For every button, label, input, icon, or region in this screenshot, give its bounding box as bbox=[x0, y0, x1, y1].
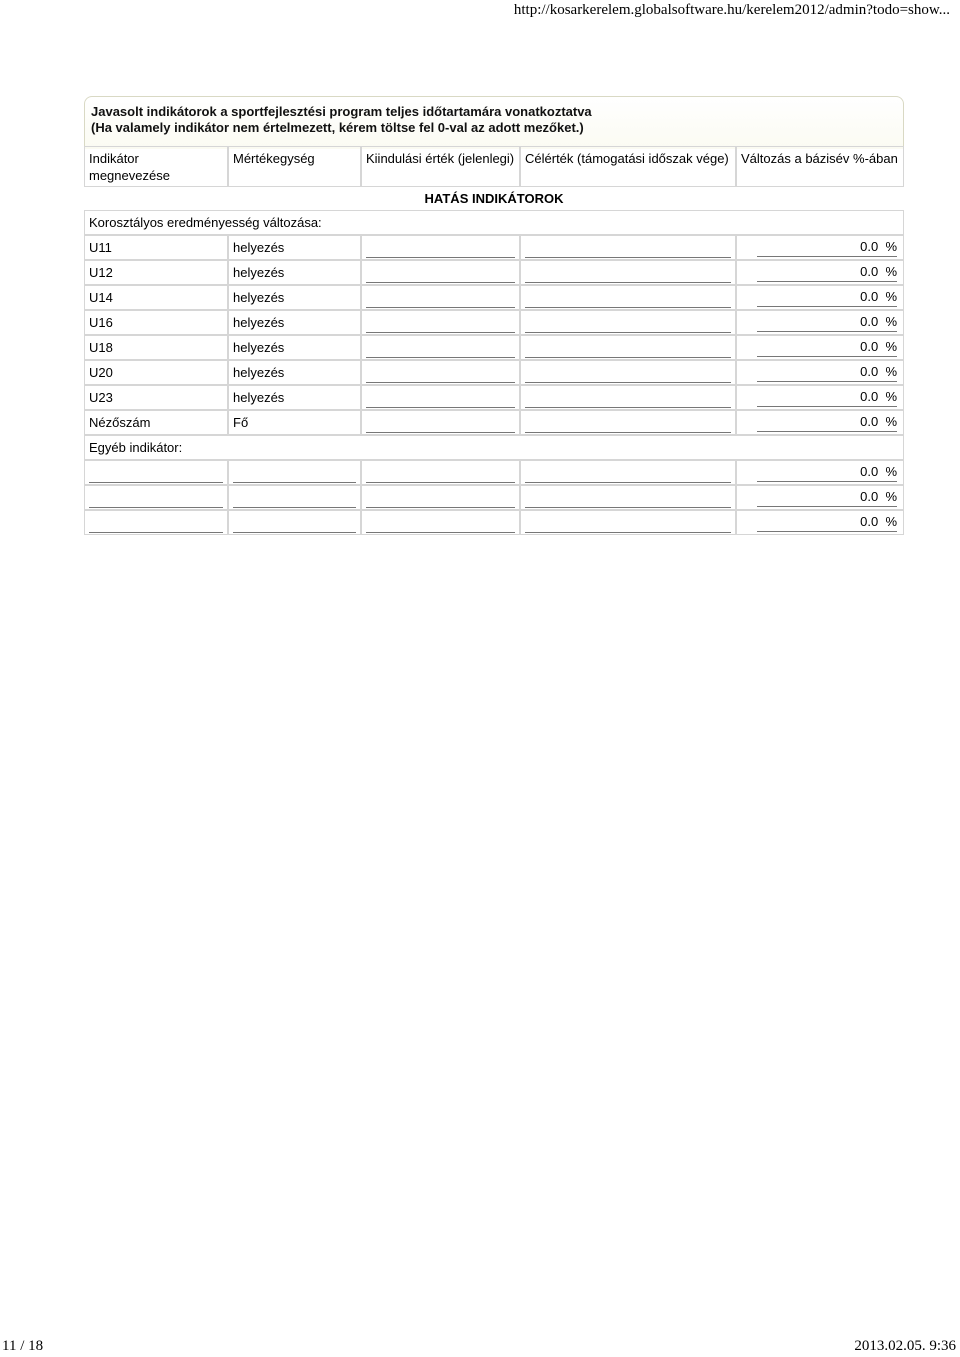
percent-number: 0.0 bbox=[860, 314, 879, 329]
percent-number: 0.0 bbox=[860, 389, 879, 404]
header-baseline-value: Kiindulási érték (jelenlegi) bbox=[361, 146, 520, 187]
target-input[interactable] bbox=[525, 290, 731, 308]
target-input[interactable] bbox=[525, 340, 731, 358]
panel-title-line2: (Ha valamely indikátor nem értelmezett, kérem töltse fel 0-val az adott mezőket.) bbox=[91, 120, 584, 135]
indicator-unit: helyezés bbox=[228, 260, 361, 285]
target-input-cell bbox=[520, 360, 736, 385]
table-row bbox=[84, 285, 904, 310]
indicator-unit: helyezés bbox=[228, 235, 361, 260]
print-footer-datetime: 2013.02.05. 9:36 bbox=[854, 1338, 956, 1354]
baseline-input-cell bbox=[361, 485, 520, 510]
change-percent-value bbox=[757, 288, 897, 307]
baseline-input[interactable] bbox=[366, 415, 515, 433]
section-age-row bbox=[84, 210, 904, 235]
indicator-name: U16 bbox=[84, 310, 228, 335]
other-unit-input-cell bbox=[228, 510, 361, 535]
baseline-input-cell bbox=[361, 260, 520, 285]
change-percent-cell bbox=[736, 360, 904, 385]
indicator-name: U14 bbox=[84, 285, 228, 310]
change-percent-value bbox=[757, 388, 897, 407]
target-input-cell bbox=[520, 260, 736, 285]
indicator-name: U11 bbox=[84, 235, 228, 260]
header-change-percent: Változás a bázisév %-ában bbox=[736, 146, 904, 187]
baseline-input-cell bbox=[361, 285, 520, 310]
change-percent-cell bbox=[736, 235, 904, 260]
percent-number: 0.0 bbox=[860, 339, 879, 354]
change-percent-value bbox=[757, 363, 897, 382]
indicator-table bbox=[84, 146, 904, 535]
change-percent-cell bbox=[736, 260, 904, 285]
change-percent-value bbox=[757, 238, 897, 257]
baseline-input[interactable] bbox=[366, 315, 515, 333]
table-row bbox=[84, 235, 904, 260]
baseline-input-cell bbox=[361, 310, 520, 335]
other-name-input-cell bbox=[84, 460, 228, 485]
table-row bbox=[84, 310, 904, 335]
other-unit-input[interactable] bbox=[233, 490, 356, 508]
other-name-input-cell bbox=[84, 510, 228, 535]
change-percent-value bbox=[757, 263, 897, 282]
percent-sign: % bbox=[885, 239, 897, 254]
baseline-input-cell bbox=[361, 410, 520, 435]
baseline-input[interactable] bbox=[366, 390, 515, 408]
target-input[interactable] bbox=[525, 265, 731, 283]
table-header-row bbox=[84, 146, 904, 187]
baseline-input[interactable] bbox=[366, 465, 515, 483]
table-row bbox=[84, 260, 904, 285]
other-name-input[interactable] bbox=[89, 490, 223, 508]
percent-sign: % bbox=[885, 289, 897, 304]
indicator-name: U20 bbox=[84, 360, 228, 385]
change-percent-value bbox=[757, 488, 897, 507]
change-percent-value bbox=[757, 413, 897, 432]
change-percent-cell bbox=[736, 410, 904, 435]
target-input[interactable] bbox=[525, 390, 731, 408]
panel-title bbox=[91, 104, 871, 136]
percent-number: 0.0 bbox=[860, 464, 879, 479]
baseline-input-cell bbox=[361, 235, 520, 260]
target-input-cell bbox=[520, 310, 736, 335]
indicator-unit: helyezés bbox=[228, 335, 361, 360]
percent-sign: % bbox=[885, 314, 897, 329]
indicator-name: U18 bbox=[84, 335, 228, 360]
indicator-name: U23 bbox=[84, 385, 228, 410]
change-percent-cell bbox=[736, 335, 904, 360]
baseline-input-cell bbox=[361, 460, 520, 485]
change-percent-cell bbox=[736, 310, 904, 335]
target-input-cell bbox=[520, 410, 736, 435]
baseline-input-cell bbox=[361, 360, 520, 385]
change-percent-cell bbox=[736, 385, 904, 410]
percent-number: 0.0 bbox=[860, 514, 879, 529]
baseline-input[interactable] bbox=[366, 340, 515, 358]
target-input-cell bbox=[520, 510, 736, 535]
other-unit-input-cell bbox=[228, 460, 361, 485]
panel-title-line1: Javasolt indikátorok a sportfejlesztési program teljes időtartamára vonatkoztatva bbox=[91, 104, 592, 119]
change-percent-value bbox=[757, 338, 897, 357]
other-name-input[interactable] bbox=[89, 515, 223, 533]
indicator-name: Nézőszám bbox=[84, 410, 228, 435]
baseline-input[interactable] bbox=[366, 290, 515, 308]
percent-sign: % bbox=[885, 339, 897, 354]
change-percent-value bbox=[757, 463, 897, 482]
percent-sign: % bbox=[885, 489, 897, 504]
target-input-cell bbox=[520, 285, 736, 310]
section-age-title: Korosztályos eredményesség változása: bbox=[84, 210, 904, 235]
table-row bbox=[84, 510, 904, 535]
other-unit-input[interactable] bbox=[233, 515, 356, 533]
other-name-input-cell bbox=[84, 485, 228, 510]
change-percent-cell bbox=[736, 285, 904, 310]
baseline-input-cell bbox=[361, 385, 520, 410]
percent-number: 0.0 bbox=[860, 289, 879, 304]
print-header-url: http://kosarkerelem.globalsoftware.hu/kerelem2012/admin?todo=show... bbox=[513, 2, 950, 18]
table-row bbox=[84, 385, 904, 410]
indicator-unit: helyezés bbox=[228, 285, 361, 310]
target-input[interactable] bbox=[525, 515, 731, 533]
baseline-input-cell bbox=[361, 510, 520, 535]
baseline-input[interactable] bbox=[366, 490, 515, 508]
percent-number: 0.0 bbox=[860, 239, 879, 254]
baseline-input-cell bbox=[361, 335, 520, 360]
target-input-cell bbox=[520, 460, 736, 485]
target-input-cell bbox=[520, 235, 736, 260]
other-unit-input[interactable] bbox=[233, 465, 356, 483]
header-indicator-name: Indikátor megnevezése bbox=[84, 146, 228, 187]
change-percent-cell bbox=[736, 485, 904, 510]
change-percent-value bbox=[757, 513, 897, 532]
target-input[interactable] bbox=[525, 465, 731, 483]
table-row bbox=[84, 360, 904, 385]
target-input[interactable] bbox=[525, 365, 731, 383]
target-input[interactable] bbox=[525, 490, 731, 508]
table-row bbox=[84, 485, 904, 510]
change-percent-value bbox=[757, 313, 897, 332]
target-input-cell bbox=[520, 385, 736, 410]
table-row bbox=[84, 335, 904, 360]
target-input-cell bbox=[520, 485, 736, 510]
percent-sign: % bbox=[885, 364, 897, 379]
section-other-row bbox=[84, 435, 904, 460]
baseline-input[interactable] bbox=[366, 515, 515, 533]
table-row bbox=[84, 460, 904, 485]
percent-number: 0.0 bbox=[860, 264, 879, 279]
other-unit-input-cell bbox=[228, 485, 361, 510]
target-input[interactable] bbox=[525, 240, 731, 258]
indicator-unit: Fő bbox=[228, 410, 361, 435]
header-target-value: Célérték (támogatási időszak vége) bbox=[520, 146, 736, 187]
print-footer-page: 11 / 18 bbox=[2, 1338, 44, 1354]
percent-sign: % bbox=[885, 389, 897, 404]
section-other-title: Egyéb indikátor: bbox=[84, 435, 904, 460]
percent-number: 0.0 bbox=[860, 364, 879, 379]
table-row bbox=[84, 410, 904, 435]
baseline-input[interactable] bbox=[366, 240, 515, 258]
percent-number: 0.0 bbox=[860, 414, 879, 429]
indicator-unit: helyezés bbox=[228, 385, 361, 410]
target-input[interactable] bbox=[525, 415, 731, 433]
indicator-name: U12 bbox=[84, 260, 228, 285]
percent-sign: % bbox=[885, 264, 897, 279]
section-impact-title: HATÁS INDIKÁTOROK bbox=[424, 191, 564, 206]
change-percent-cell bbox=[736, 460, 904, 485]
other-name-input[interactable] bbox=[89, 465, 223, 483]
target-input[interactable] bbox=[525, 315, 731, 333]
baseline-input[interactable] bbox=[366, 265, 515, 283]
percent-sign: % bbox=[885, 464, 897, 479]
header-unit: Mértékegység bbox=[228, 146, 361, 187]
indicator-unit: helyezés bbox=[228, 360, 361, 385]
change-percent-cell bbox=[736, 510, 904, 535]
percent-number: 0.0 bbox=[860, 489, 879, 504]
section-impact-row bbox=[84, 187, 904, 210]
baseline-input[interactable] bbox=[366, 365, 515, 383]
target-input-cell bbox=[520, 335, 736, 360]
indicator-unit: helyezés bbox=[228, 310, 361, 335]
percent-sign: % bbox=[885, 414, 897, 429]
percent-sign: % bbox=[885, 514, 897, 529]
